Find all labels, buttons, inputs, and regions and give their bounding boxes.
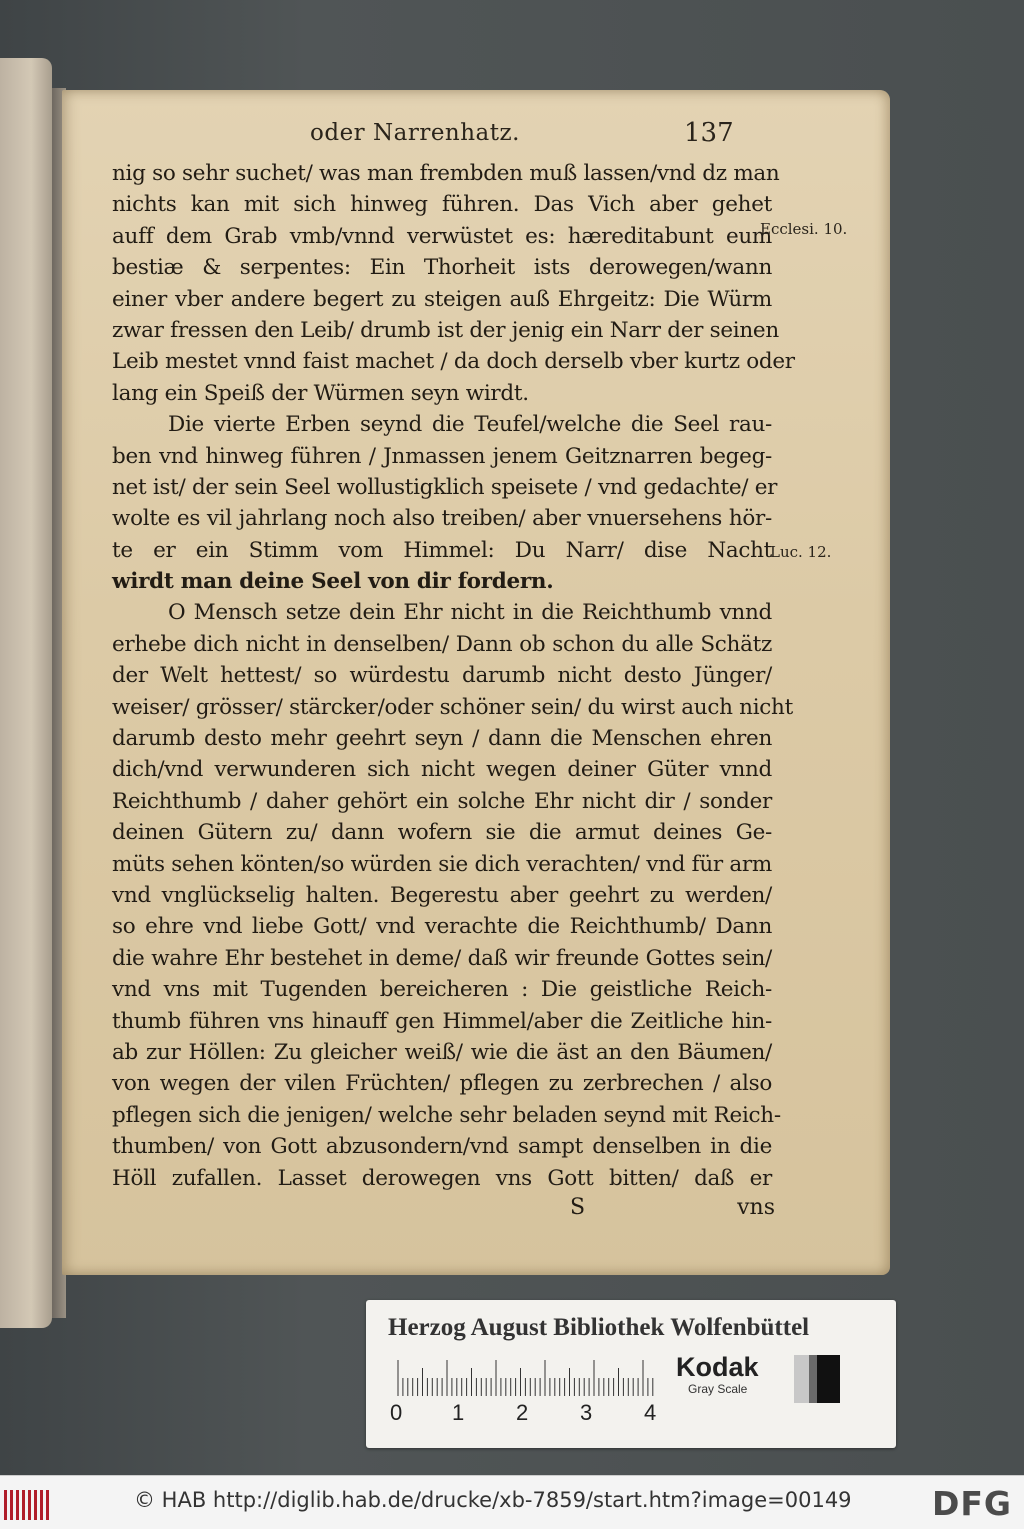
hab-stripes-logo <box>4 1490 50 1520</box>
text-line: deinen Gütern zu/ dann wofern sie die armut deines Ge- <box>112 820 772 846</box>
margin-note-eccles: Ecclesi. 10. <box>760 220 848 238</box>
running-head: oder Narrenhatz. <box>310 120 520 146</box>
previous-page-edge <box>0 58 52 1328</box>
text-line: pflegen sich die jenigen/ welche sehr beladen seynd mit Reich- <box>112 1102 781 1128</box>
ruler-number: 0 <box>390 1400 403 1425</box>
margin-note-luc: Luc. 12. <box>770 543 832 561</box>
text-line: zwar fressen den Leib/ drumb ist der jenig ein Narr der seinen <box>112 317 779 343</box>
text-line: vnd vns mit Tugenden bereicheren : Die geistliche Reich- <box>112 977 772 1003</box>
text-line: Leib mestet vnnd faist machet / da doch derselb vber kurtz oder <box>112 349 795 375</box>
text-line: vnd vnglückselig halten. Begerestu aber geehrt zu werden/ <box>112 882 772 908</box>
dfg-logo: DFG <box>932 1484 1013 1523</box>
ruler-number: 4 <box>644 1400 657 1425</box>
text-line: ab zur Höllen: Zu gleicher weiß/ wie die äst an den Bäumen/ <box>112 1039 772 1065</box>
copyright-link[interactable]: © HAB http://diglib.hab.de/drucke/xb-7859/start.htm?image=00149 <box>134 1488 852 1512</box>
ruler-scale <box>396 1360 656 1396</box>
catchword-row <box>570 1195 775 1225</box>
text-line: erhebe dich nicht in denselben/ Dann ob schon du alle Schätz <box>112 631 772 657</box>
kodak-logo: Kodak <box>676 1352 759 1382</box>
text-line: te er ein Stimm vom Himmel: Du Narr/ dise Nacht <box>112 537 772 563</box>
text-line: von wegen der vilen Früchten/ pflegen zu zerbrechen / also <box>112 1071 772 1097</box>
text-line: lang ein Speiß der Würmen seyn wirdt. <box>112 380 529 406</box>
text-line: einer vber andere begert zu steigen auß Ehrgeitz: Die Würm <box>112 286 772 312</box>
text-line: der Welt hettest/ so würdestu darumb nicht desto Jünger/ <box>112 663 772 689</box>
ruler-number: 3 <box>580 1400 593 1425</box>
text-line: net ist/ der sein Seel wollustigklich speisete / vnd gedachte/ er <box>112 474 778 500</box>
text-line: thumb führen vns hinauff gen Himmel/aber die Zeitliche hin- <box>112 1008 772 1034</box>
text-line: thumben/ von Gott abzusondern/vnd sampt denselben in die <box>112 1134 772 1160</box>
gray-scale-patches <box>794 1355 840 1403</box>
text-line: dich/vnd verwunderen sich nicht wegen deiner Güter vnnd <box>112 757 772 783</box>
library-name: Herzog August Bibliothek Wolfenbüttel <box>388 1314 810 1341</box>
text-line: so ehre vnd liebe Gott/ vnd verachte die Reichthumb/ Dann <box>112 914 772 940</box>
text-line: Höll zufallen. Lasset derowegen vns Gott bitten/ daß er <box>112 1165 772 1191</box>
body-text <box>112 158 795 1194</box>
text-line: O Mensch setze dein Ehr nicht in die Reichthumb vnnd <box>168 600 772 626</box>
gray-scale-caption: Gray Scale <box>688 1382 748 1396</box>
library-label-card <box>366 1300 896 1448</box>
text-line: müts sehen könten/so würden sie dich verachten/ vnd für arm <box>112 851 772 877</box>
text-line: weiser/ grösser/ stärcker/oder schöner sein/ du wirst auch nicht <box>112 694 793 720</box>
text-line: die wahre Ehr bestehet in deme/ daß wir freunde Gottes sein/ <box>112 945 772 971</box>
text-line: Reichthumb / daher gehört ein solche Ehr nicht dir / sonder <box>112 788 772 814</box>
text-line: nig so sehr suchet/ was man frembden muß lassen/vnd dz man <box>112 161 780 186</box>
ruler-number: 1 <box>452 1400 465 1425</box>
text-line: ben vnd hinweg führen / Jnmassen jenem Geitznarren begeg- <box>112 443 772 469</box>
text-line: Die vierte Erben seynd die Teufel/welche die Seel rau- <box>168 412 772 438</box>
text-line: wirdt man deine Seel von dir fordern. <box>112 569 554 595</box>
footer-bar <box>0 1475 1024 1529</box>
text-line: nichts kan mit sich hinweg führen. Das Vich aber gehet <box>112 192 772 218</box>
page-number: 137 <box>684 118 734 148</box>
catchword: vns <box>737 1195 775 1220</box>
text-line: auff dem Grab vmb/vnnd verwüstet es: hæreditabunt eum <box>112 223 772 249</box>
ruler-number: 2 <box>516 1400 529 1425</box>
text-line: darumb desto mehr geehrt seyn / dann die Menschen ehren <box>112 726 772 752</box>
text-line: wolte es vil jahrlang noch also treiben/ aber vnuersehens hör- <box>112 506 772 532</box>
text-line: bestiæ & serpentes: Ein Thorheit ists derowegen/wann <box>112 255 772 281</box>
signature-mark: S <box>570 1195 586 1220</box>
